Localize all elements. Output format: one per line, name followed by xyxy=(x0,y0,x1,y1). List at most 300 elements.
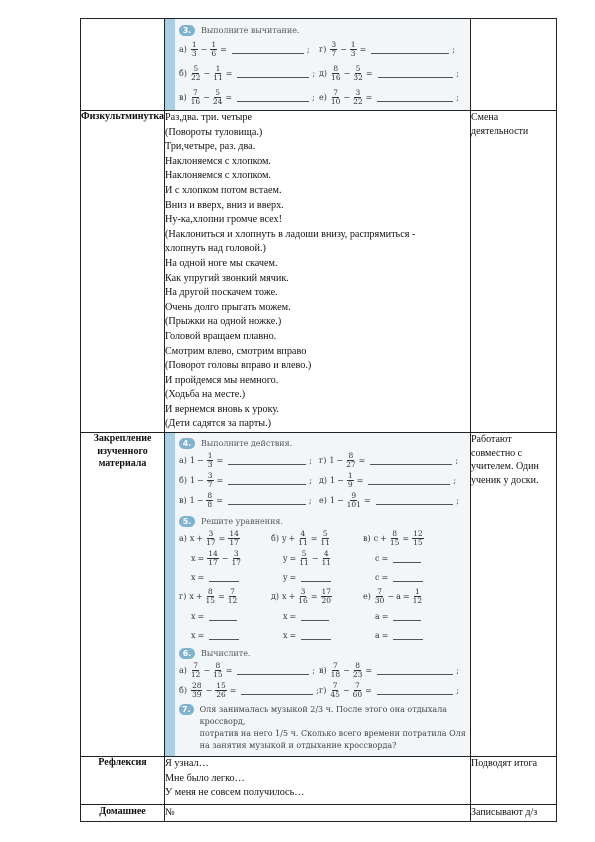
denominator: 11 xyxy=(321,557,332,567)
operator: = xyxy=(381,553,389,563)
numerator: 8 xyxy=(215,660,221,670)
exercise-item xyxy=(319,492,459,509)
denominator: 30 xyxy=(374,595,385,605)
operator: + xyxy=(288,533,296,543)
operator: = xyxy=(218,591,225,601)
separator: ; xyxy=(455,455,459,465)
problem-line: на занятия музыкой и отдыхание кроссворда? xyxy=(199,741,397,751)
poem-line: Наклоняемся с хлопком. xyxy=(165,155,271,167)
equation-block xyxy=(363,586,455,644)
fraction xyxy=(207,472,214,489)
denominator: 32 xyxy=(353,72,363,82)
exercise-item xyxy=(179,452,319,469)
homework-text: № xyxy=(165,805,471,822)
operator: = xyxy=(381,611,389,621)
operator: − xyxy=(200,44,208,54)
fraction xyxy=(347,472,354,489)
fraction xyxy=(228,588,238,605)
answer-line xyxy=(376,495,454,505)
operator: = xyxy=(225,665,233,675)
answer-line xyxy=(237,68,309,78)
numerator: 12 xyxy=(413,528,423,538)
numerator: 7 xyxy=(333,660,338,670)
fraction xyxy=(191,89,201,106)
numerator: 8 xyxy=(207,586,213,596)
task-number-badge: 6. xyxy=(179,648,195,659)
task-row xyxy=(179,37,470,61)
denominator: 15 xyxy=(213,669,223,679)
note-consolidation: Работают совместно с учителем. Один ученик у доски. xyxy=(471,433,557,757)
poem-line: Смотрим влево, смотрим вправо xyxy=(165,345,307,357)
answer-line xyxy=(237,92,309,102)
operator: = xyxy=(216,455,224,465)
task-header xyxy=(179,23,470,37)
worksheet-band xyxy=(165,19,175,110)
fraction xyxy=(299,550,309,567)
task-row xyxy=(179,490,470,510)
denominator: 20 xyxy=(321,595,332,605)
numerator: 14 xyxy=(208,548,218,558)
numerator: 8 xyxy=(392,528,397,538)
poem-line: (Повороты туловища.) xyxy=(165,126,263,138)
fraction xyxy=(330,41,337,58)
answer-line xyxy=(228,495,306,505)
denominator: 16 xyxy=(331,72,341,82)
exercise-item xyxy=(179,41,319,58)
fraction xyxy=(206,588,216,605)
separator: ; xyxy=(309,455,312,465)
numerator: 3 xyxy=(208,528,214,538)
answer-line xyxy=(301,572,331,582)
variable: x xyxy=(191,553,196,563)
task-row xyxy=(179,680,470,700)
row-fizkult xyxy=(81,111,557,433)
variable: x xyxy=(191,611,196,621)
fraction xyxy=(321,588,333,605)
stage-cell-empty xyxy=(81,19,165,111)
stage-consolidation: Закрепление изученного материала xyxy=(81,433,165,757)
poem-line: хлопнуть над головой.) xyxy=(165,243,266,255)
operator: − xyxy=(196,455,204,465)
equation-line xyxy=(375,606,455,626)
item-label: е) xyxy=(319,495,327,505)
poem-line: Как упругий звонкий мячик. xyxy=(165,272,289,284)
fraction xyxy=(320,530,330,547)
denominator: 3 xyxy=(207,459,213,469)
operator: = xyxy=(289,611,297,621)
numerator: 3 xyxy=(300,586,306,596)
whole-number: 1 xyxy=(330,475,336,485)
exercise-item xyxy=(319,472,459,489)
whole-number: 1 xyxy=(329,455,335,465)
equation-line xyxy=(283,626,363,644)
answer-line xyxy=(209,611,237,621)
exercise-item xyxy=(179,65,319,82)
operator: − xyxy=(311,553,319,563)
fraction xyxy=(213,662,223,679)
denominator: 27 xyxy=(346,459,356,469)
answer-line xyxy=(377,92,453,102)
fraction xyxy=(298,588,308,605)
operator: = xyxy=(356,475,364,485)
equation-line xyxy=(191,606,271,626)
answer-line xyxy=(393,630,423,640)
task-row xyxy=(179,660,470,680)
task-row xyxy=(179,470,470,490)
operator: − xyxy=(336,455,344,465)
denominator: 12 xyxy=(227,595,238,605)
lesson-plan-table xyxy=(80,18,557,822)
item-label: а) xyxy=(179,44,187,54)
task-header xyxy=(179,646,470,660)
item-label: е) xyxy=(319,92,327,102)
operator: = xyxy=(402,533,410,543)
item-label: б) xyxy=(179,68,187,78)
exercise-item xyxy=(319,65,459,82)
poem-line: Раз,два. три. четыре xyxy=(165,112,253,123)
numerator: 8 xyxy=(207,490,213,500)
item-label: г) xyxy=(319,685,327,695)
answer-line xyxy=(377,665,453,675)
equation-block xyxy=(363,528,455,586)
poem-line: Ну-ка,хлопни громче всех! xyxy=(165,214,282,226)
fraction xyxy=(413,588,423,605)
note-homework: Записывают д/з xyxy=(471,805,557,822)
worksheet-band xyxy=(165,433,175,756)
denominator: 22 xyxy=(353,96,363,106)
denominator: 9 xyxy=(347,479,353,489)
task-7 xyxy=(179,704,470,752)
fraction xyxy=(231,550,241,567)
equation-line xyxy=(363,528,455,548)
numerator: 3 xyxy=(355,87,361,97)
task-4 xyxy=(179,436,470,510)
task-number-badge: 4. xyxy=(179,438,195,449)
fraction xyxy=(330,682,340,699)
answer-line xyxy=(370,455,452,465)
denominator: 3 xyxy=(191,48,197,58)
variable: c xyxy=(375,553,380,563)
operator: = xyxy=(365,665,373,675)
operator: − xyxy=(203,665,211,675)
denominator: 15 xyxy=(205,595,216,605)
answer-line xyxy=(209,572,239,582)
fraction xyxy=(331,89,341,106)
operator: − xyxy=(203,68,211,78)
fraction xyxy=(321,550,331,567)
operator: − xyxy=(387,591,395,601)
equation-line xyxy=(283,606,363,626)
fraction xyxy=(353,65,363,82)
exercise-item xyxy=(179,472,319,489)
denominator: 22 xyxy=(190,72,201,82)
task-5 xyxy=(179,514,470,644)
poem-line: (Дети садятся за парты.) xyxy=(165,418,272,430)
operator: = xyxy=(229,685,237,695)
numerator: 1 xyxy=(350,39,356,49)
variable: y xyxy=(283,572,288,582)
operator: + xyxy=(380,533,387,543)
numerator: 1 xyxy=(207,450,213,460)
equation-line xyxy=(283,568,363,586)
poem-line: Три,четыре, раз. два. xyxy=(165,141,256,153)
fraction xyxy=(213,89,223,106)
exercise-item xyxy=(179,89,319,106)
variable: a xyxy=(375,611,380,621)
task-number-badge: 3. xyxy=(179,25,195,36)
fraction xyxy=(191,65,201,82)
operator: = xyxy=(220,44,227,54)
numerator: 9 xyxy=(351,490,357,500)
operator: − xyxy=(343,92,351,102)
denominator: 24 xyxy=(212,96,223,106)
separator: ; xyxy=(456,68,459,78)
operator: − xyxy=(196,495,204,505)
equation-block xyxy=(271,528,363,586)
operator: = xyxy=(218,533,226,543)
numerator: 5 xyxy=(193,63,199,73)
fraction xyxy=(210,41,217,58)
numerator: 3 xyxy=(207,470,213,480)
equation-line xyxy=(363,586,455,606)
fraction xyxy=(215,682,227,699)
equation-row xyxy=(179,528,470,586)
item-label: д) xyxy=(319,68,328,78)
answer-line xyxy=(228,455,306,465)
numerator: 7 xyxy=(193,87,198,97)
denominator: 11 xyxy=(213,72,223,82)
operator: − xyxy=(342,685,350,695)
reflection-line: Я узнал… xyxy=(165,758,209,770)
answer-line xyxy=(301,630,331,640)
poem-line: И пройдемся мы немного. xyxy=(165,374,279,386)
item-label: а) xyxy=(179,455,187,465)
operator: = xyxy=(365,68,373,78)
task-title: Выполните вычитание. xyxy=(201,25,300,35)
problem-line: потратив на него 1/5 ч. Сколько всего времени потратила Оля xyxy=(199,729,466,739)
answer-line xyxy=(228,475,306,485)
equation-line xyxy=(375,568,455,586)
denominator: 17 xyxy=(206,537,216,547)
numerator: 5 xyxy=(301,548,307,558)
item-label: а) xyxy=(179,665,187,675)
denominator: 23 xyxy=(352,669,363,679)
item-label: д) xyxy=(319,475,328,485)
operator: = xyxy=(310,533,318,543)
equation-row xyxy=(179,586,470,644)
fraction xyxy=(331,65,341,82)
item-label: д) xyxy=(271,591,280,601)
separator: ; xyxy=(456,665,459,675)
fraction xyxy=(213,65,223,82)
answer-line xyxy=(371,44,449,54)
operator: = xyxy=(381,572,389,582)
fraction xyxy=(353,89,363,106)
denominator: 15 xyxy=(413,537,423,547)
whole-number: 1 xyxy=(189,455,195,465)
operator: = xyxy=(225,68,233,78)
answer-line xyxy=(209,630,239,640)
equation-line xyxy=(283,548,363,568)
task-row xyxy=(179,450,470,470)
poem-line: Головой вращаем плавно. xyxy=(165,330,277,342)
denominator: 16 xyxy=(298,595,308,605)
fraction xyxy=(191,682,203,699)
operator: + xyxy=(196,533,204,543)
equation-block xyxy=(179,528,271,586)
variable: y xyxy=(283,553,288,563)
variable: c xyxy=(375,572,380,582)
variable: x xyxy=(191,572,196,582)
task-text xyxy=(200,704,470,752)
exercise-item xyxy=(179,682,319,699)
operator: − xyxy=(337,475,344,485)
fraction xyxy=(350,41,357,58)
answer-line xyxy=(393,553,421,563)
worksheet-task3 xyxy=(165,19,471,111)
operator: = xyxy=(365,685,372,695)
operator: + xyxy=(195,591,203,601)
variable: a xyxy=(396,591,401,601)
operator: + xyxy=(288,591,296,601)
denominator: 7 xyxy=(331,48,337,58)
item-label: в) xyxy=(363,533,371,543)
fraction xyxy=(412,530,424,547)
task-header xyxy=(179,436,470,450)
fraction xyxy=(207,452,214,469)
row-reflection xyxy=(81,757,557,805)
poem-line: (Прыжки на одной ножке.) xyxy=(165,316,282,328)
reflection-lines xyxy=(165,757,471,805)
poem-line: На другой поскачем тоже. xyxy=(165,287,278,299)
task-6 xyxy=(179,646,470,700)
numerator: 5 xyxy=(322,528,328,538)
variable: x xyxy=(191,630,196,640)
separator: ; xyxy=(306,44,310,54)
whole-number: 1 xyxy=(189,475,196,485)
reflection-line: У меня не совсем получилось… xyxy=(165,787,305,799)
operator: = xyxy=(197,630,205,640)
operator: = xyxy=(402,591,410,601)
fraction xyxy=(206,530,216,547)
numerator: 7 xyxy=(354,680,360,690)
answer-line xyxy=(237,665,309,675)
numerator: 8 xyxy=(348,450,354,460)
numerator: 4 xyxy=(300,528,306,538)
variable: x xyxy=(189,533,195,543)
variable: x xyxy=(283,630,288,640)
equation-line xyxy=(375,548,455,568)
operator: = xyxy=(216,495,223,505)
numerator: 8 xyxy=(355,660,361,670)
separator: ; xyxy=(308,495,312,505)
operator: = xyxy=(197,553,205,563)
equation-line xyxy=(179,528,271,548)
poem-line: И вернемся вновь к уроку. xyxy=(165,403,280,415)
denominator: 60 xyxy=(352,689,363,699)
denominator: 11 xyxy=(299,557,309,567)
item-label: в) xyxy=(319,665,327,675)
task-title: Вычислите. xyxy=(201,648,251,658)
task-number-badge: 7. xyxy=(179,704,194,715)
operator: − xyxy=(203,92,210,102)
note-reflection: Подводят итога xyxy=(471,757,557,805)
denominator: 15 xyxy=(389,537,400,547)
numerator: 1 xyxy=(347,470,353,480)
numerator: 3 xyxy=(331,39,337,49)
fraction xyxy=(207,550,219,567)
operator: − xyxy=(205,685,213,695)
separator: ; xyxy=(456,495,459,505)
task-number-badge: 5. xyxy=(179,516,195,527)
operator: = xyxy=(225,92,233,102)
denominator: 17 xyxy=(229,537,239,547)
numerator: 1 xyxy=(191,39,197,49)
denominator: 11 xyxy=(298,537,308,547)
poem-line: Очень долго прыгать можем. xyxy=(165,301,291,313)
fraction xyxy=(347,492,361,509)
separator: ; xyxy=(456,685,459,695)
denominator: 26 xyxy=(216,689,226,699)
denominator: 10 xyxy=(330,96,341,106)
item-label: б) xyxy=(271,533,279,543)
task-row xyxy=(179,85,470,109)
denominator: 3 xyxy=(350,48,356,58)
numerator: 5 xyxy=(215,87,221,97)
stage-reflection: Рефлексия xyxy=(81,757,165,805)
equation-block xyxy=(179,586,271,644)
poem-line: И с хлопком потом встаем. xyxy=(165,184,282,196)
equation-line xyxy=(271,586,363,606)
operator: − xyxy=(221,553,229,563)
item-label: г) xyxy=(319,44,327,54)
answer-line xyxy=(377,685,453,695)
denominator: 11 xyxy=(320,537,330,547)
operator: = xyxy=(365,92,373,102)
variable: y xyxy=(281,533,287,543)
denominator: 6 xyxy=(211,48,217,58)
poem-line: На одной ноге мы скачем. xyxy=(165,257,278,269)
exercise-item xyxy=(319,89,459,106)
fraction xyxy=(191,41,198,58)
exercise-item xyxy=(319,41,459,58)
separator: ; xyxy=(453,475,457,485)
denominator: 18 xyxy=(330,669,341,679)
numerator: 1 xyxy=(414,586,420,596)
fraction xyxy=(228,530,240,547)
operator: = xyxy=(289,572,297,582)
operator: = xyxy=(197,611,205,621)
worksheet-tasks xyxy=(165,433,471,757)
operator: = xyxy=(381,630,389,640)
whole-number: 1 xyxy=(329,495,335,505)
item-label: г) xyxy=(179,591,187,601)
task-header xyxy=(179,514,470,528)
denominator: 7 xyxy=(207,479,213,489)
separator: ; xyxy=(312,665,316,675)
fraction xyxy=(298,530,308,547)
answer-line xyxy=(232,44,304,54)
separator: ; xyxy=(452,44,455,54)
exercise-item xyxy=(319,662,459,679)
task-header xyxy=(179,704,470,752)
answer-line xyxy=(301,611,329,621)
task-3 xyxy=(179,23,470,109)
row-homework xyxy=(81,805,557,822)
variable: x xyxy=(282,591,287,601)
answer-line xyxy=(368,475,450,485)
fraction xyxy=(346,452,356,469)
